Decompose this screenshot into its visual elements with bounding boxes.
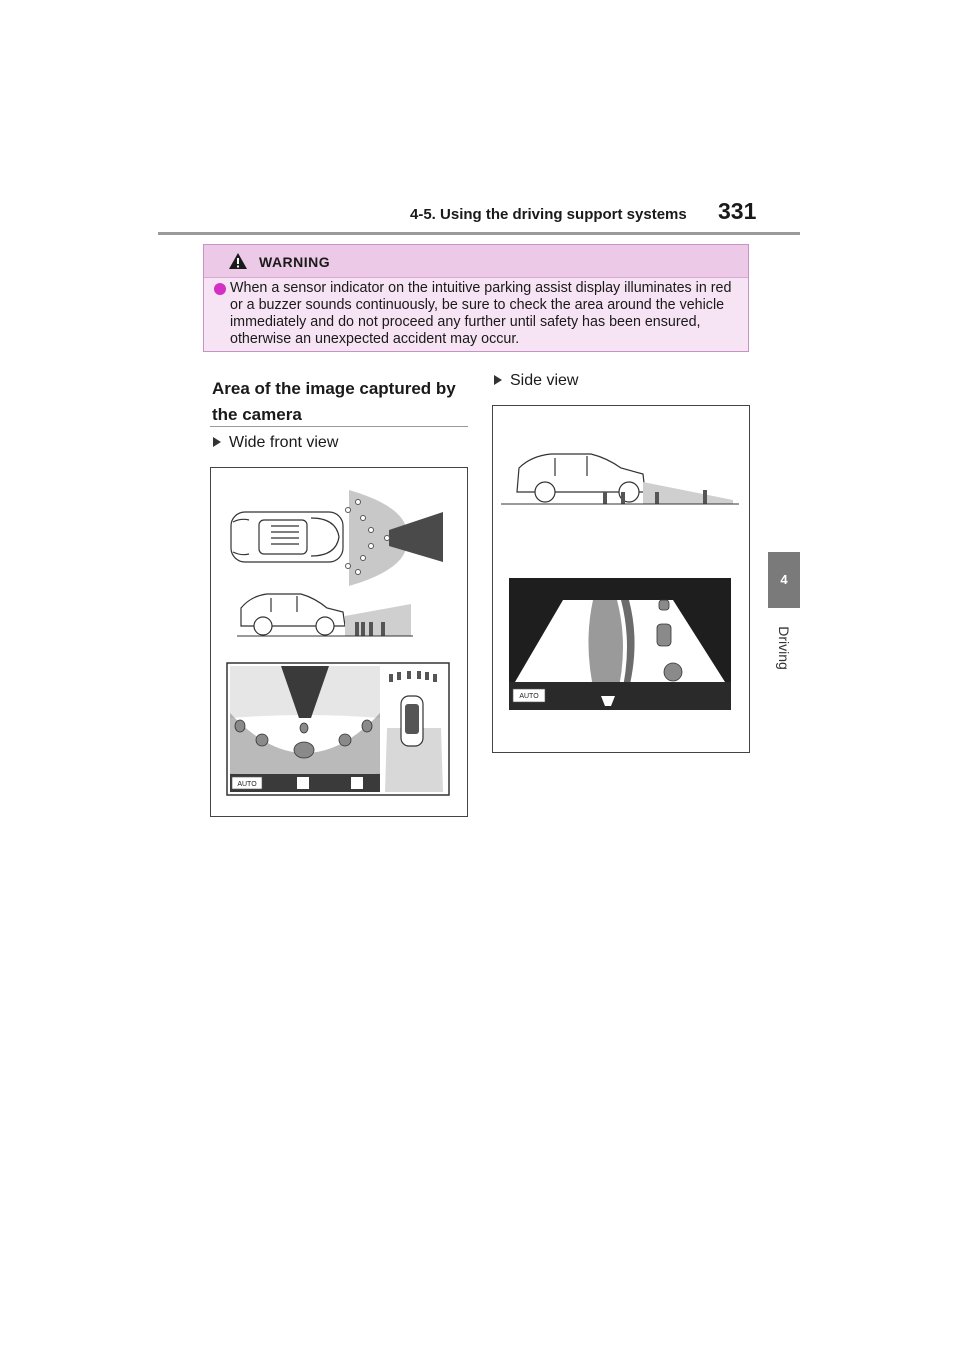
display-screen xyxy=(227,663,449,795)
chapter-number: 4 xyxy=(780,572,788,587)
wide-front-view-text: Wide front view xyxy=(229,434,339,451)
chapter-label: Driving xyxy=(776,626,792,670)
header-divider xyxy=(158,232,800,235)
wide-front-view-label xyxy=(213,434,338,452)
chapter-tab[interactable] xyxy=(768,552,800,608)
side-view-figure xyxy=(492,405,750,753)
car-top-view xyxy=(231,512,343,562)
page-number: 331 xyxy=(718,198,757,224)
side-view-label xyxy=(494,372,578,390)
side-auto-badge: AUTO xyxy=(519,693,539,700)
side-view-text: Side view xyxy=(510,372,579,389)
side-view-illustration xyxy=(493,406,749,752)
warning-header xyxy=(204,245,748,278)
wide-front-view-illustration xyxy=(211,468,467,816)
section-divider xyxy=(210,426,468,427)
arrow-right-icon xyxy=(494,375,502,385)
warning-text: When a sensor indicator on the intuitive parking assist display illuminates in red or a buzzer sounds continuously, be sure to check the area around the vehicle immediately and do not proceed any further until safety has been ensured, otherwise an unexpected accident may occur. xyxy=(230,280,732,347)
warning-box xyxy=(203,244,749,352)
bullet-icon xyxy=(214,283,226,295)
car-side-view xyxy=(517,454,645,502)
chapter-label-container xyxy=(770,618,798,678)
side-camera-range xyxy=(345,604,411,636)
wide-auto-badge: AUTO xyxy=(237,781,257,788)
arrow-right-icon xyxy=(213,437,221,447)
section-heading: Area of the image captured by the camera xyxy=(212,379,456,424)
car-side-view xyxy=(241,594,345,635)
header-section-title: 4-5. Using the driving support systems xyxy=(410,206,687,223)
warning-title: WARNING xyxy=(259,254,331,270)
side-display-screen xyxy=(509,578,731,710)
wide-front-view-figure xyxy=(210,467,468,817)
warning-triangle-icon xyxy=(228,252,248,270)
